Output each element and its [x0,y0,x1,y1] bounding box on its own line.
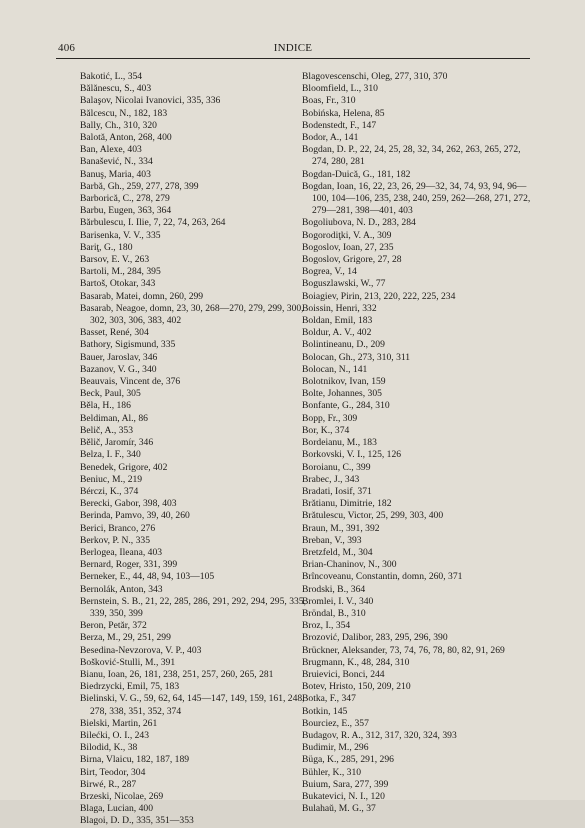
index-entry: Botev, Hristo, 150, 209, 210 [302,681,411,693]
index-entry: Bodor, A., 141 [302,132,359,144]
page-number: 406 [58,42,76,54]
index-entry: Ban, Alexe, 403 [80,144,142,156]
index-entry: Brîncoveanu, Constantin, domn, 260, 371 [302,571,463,583]
index-entry: Botka, F., 347 [302,693,356,705]
index-entry: Brugmann, K., 48, 284, 310 [302,656,410,668]
index-entry: Boguszlawski, W., 77 [302,278,386,290]
index-entry: Bonfante, G., 284, 310 [302,400,390,412]
header-rule [56,58,530,59]
index-entry: Blagoi, D. D., 335, 351—353 [80,815,194,827]
index-entry: Berici, Branco, 276 [80,522,156,534]
index-entry: Bogoslov, Grigore, 27, 28 [302,254,402,266]
index-entry: Belič, A., 353 [80,424,134,436]
index-entry: Brian-Chaninov, N., 300 [302,559,397,571]
index-entry: Bartoš, Otokar, 343 [80,278,156,290]
index-entry: Bilodid, K., 38 [80,742,138,754]
index-entry: Bulahaŭ, M. G., 37 [302,803,376,815]
index-entry: Basset, René, 304 [80,327,149,339]
index-entry: Beron, Petăr, 372 [80,620,147,632]
index-entry: Bogrea, V., 14 [302,266,357,278]
index-entry: Beck, Paul, 305 [80,388,141,400]
index-entry: Bordeianu, M., 183 [302,437,377,449]
index-entry: Blagovescenschi, Oleg, 277, 310, 370 [302,71,448,82]
index-entry: Bakotić, L., 354 [80,71,143,82]
index-entry: Barbă, Gh., 259, 277, 278, 399 [80,180,199,192]
index-entry: Barborică, C., 278, 279 [80,193,170,205]
index-entry: Bogdan, D. P., 22, 24, 25, 28, 32, 34, 262, 263, 265, 272, 274, 280, 281 [302,144,521,168]
index-entry: Boldan, Emil, 183 [302,315,373,327]
index-entry: Bathory, Sigismund, 335 [80,339,176,351]
index-entry: Breban, V., 393 [302,534,362,546]
index-entry: Bor, K., 374 [302,424,350,436]
index-entry: Berecki, Gabor, 398, 403 [80,498,177,510]
index-entry: Balaşov, Nicolai Ivanovici, 335, 336 [80,95,221,107]
index-entry: Bérczi, K., 374 [80,485,139,497]
index-entry: Berlogea, Ileana, 403 [80,546,163,558]
index-entry: Bariţ, G., 180 [80,241,133,253]
index-entry: Bromlei, I. V., 340 [302,595,374,607]
index-entry: Benedek, Grigore, 402 [80,461,168,473]
index-entry: Balotă, Anton, 268, 400 [80,132,172,144]
index-entry: Birt, Teodor, 304 [80,766,146,778]
index-entry: Bolotnikov, Ivan, 159 [302,376,386,388]
index-entry: Bogdan-Duică, G., 181, 182 [302,168,411,180]
index-entry: Bogoslov, Ioan, 27, 235 [302,241,394,253]
index-entry: Bielski, Martin, 261 [80,717,158,729]
index-entry: Bogdan, Ioan, 16, 22, 23, 26, 29—32, 34, 74, 93, 94, 96—100, 104—106, 235, 238, 240, 259, 262—268, 271, 272, 279—281, 398—401, 403 [302,180,531,217]
index-entry: Běla, H., 186 [80,400,131,412]
index-entry: Budimir, M., 296 [302,742,369,754]
index-entry: Bolocan, Gh., 273, 310, 311 [302,351,411,363]
index-entry: Bogoliubova, N. D., 283, 284 [302,217,416,229]
index-entry: Birna, Vlaicu, 182, 187, 189 [80,754,190,766]
index-entry: Boroianu, C., 399 [302,461,371,473]
index-entry: Buium, Sara, 277, 399 [302,778,389,790]
index-entry: Bopp, Fr., 309 [302,412,358,424]
index-entry: Barbu, Eugen, 363, 364 [80,205,172,217]
index-entry: Bodenstedt, F., 147 [302,119,377,131]
index-entry: Brzeski, Nicolae, 269 [80,790,164,802]
index-entry: Berinda, Pamvo, 39, 40, 260 [80,510,190,522]
index-entry: Beldiman, Al., 86 [80,412,148,424]
index-entry: Berneker, E., 44, 48, 94, 103—105 [80,571,215,583]
index-entry: Brodski, B., 364 [302,583,366,595]
index-entry: Budagov, R. A., 312, 317, 320, 324, 393 [302,729,457,741]
index-entry: Bolintineanu, D., 209 [302,339,385,351]
index-entry: Bröndal, B., 310 [302,607,366,619]
index-entry: Broz, I., 354 [302,620,351,632]
index-entry: Bühler, K., 310 [302,766,362,778]
index-entry: Brozović, Dalibor, 283, 295, 296, 390 [302,632,448,644]
index-entry: Barsov, E. V., 263 [80,254,150,266]
index-entry: Bernolák, Anton, 343 [80,583,163,595]
index-entry: Boiagiev, Pirin, 213, 220, 222, 225, 234 [302,290,456,302]
index-entry: Bloomfield, L., 310 [302,83,378,95]
index-entry: Brătianu, Dimitrie, 182 [302,498,392,510]
index-entry: Brückner, Aleksander, 73, 74, 76, 78, 80, 82, 91, 269 [302,644,505,656]
index-entry: Banuş, Maria, 403 [80,168,151,180]
index-entry: Besedina-Nevzorova, V. P., 403 [80,644,202,656]
index-entry: Bilećki, O. I., 243 [80,729,150,741]
index-entry: Braun, M., 391, 392 [302,522,380,534]
index-entry: Borkovski, V. I., 125, 126 [302,449,402,461]
index-entry: Bazanov, V. G., 340 [80,363,157,375]
index-entry: Bourciez, E., 357 [302,717,369,729]
index-entry: Belza, I. F., 340 [80,449,141,461]
index-entry: Beniuc, M., 219 [80,473,143,485]
index-entry: Brabec, J., 343 [302,473,360,485]
index-entry: Banašević, N., 334 [80,156,153,168]
index-entry: Bělič, Jaromír, 346 [80,437,154,449]
index-column-right [302,71,532,815]
index-entry: Bălcescu, N., 182, 183 [80,107,168,119]
index-entry: Beauvais, Vincent de, 376 [80,376,181,388]
index-entry: Bradati, Iosif, 371 [302,485,372,497]
index-entry: Basarab, Matei, domn, 260, 299 [80,290,204,302]
index-entry: Bally, Ch., 310, 320 [80,119,157,131]
index-entry: Bălănescu, S., 403 [80,83,152,95]
index-entry: Bretzfeld, M., 304 [302,546,373,558]
index-entry: Bogorodiţki, V. A., 309 [302,229,392,241]
index-entry: Büga, K., 285, 291, 296 [302,754,394,766]
index-entry: Brătulescu, Victor, 25, 299, 303, 400 [302,510,444,522]
index-entry: Blaga, Lucian, 400 [80,803,153,815]
index-entry: Berza, M., 29, 251, 299 [80,632,171,644]
index-entry: Barisenka, V. V., 335 [80,229,161,241]
index-entry: Berkov, P. N., 335 [80,534,150,546]
index-entry: Bobińska, Helena, 85 [302,107,385,119]
index-column-left [80,71,310,828]
index-entry: Boissin, Henri, 332 [302,302,377,314]
index-entry: Boldur, A. V., 402 [302,327,372,339]
index-entry: Boas, Fr., 310 [302,95,356,107]
index-entry: Bartoli, M., 284, 395 [80,266,161,278]
index-entry: Bielinski, V. G., 59, 62, 64, 145—147, 149, 159, 161, 248, 278, 338, 351, 352, 374 [80,693,305,717]
index-entry: Bianu, Ioan, 26, 181, 238, 251, 257, 260, 265, 281 [80,668,274,680]
index-entry: Bolte, Johannes, 305 [302,388,382,400]
index-entry: Basarab, Neagoe, domn, 23, 30, 268—270, 279, 299, 300, 302, 303, 306, 383, 402 [80,302,304,327]
index-entry: Botkin, 145 [302,705,348,717]
index-entry: Bărbulescu, I. Ilie, 7, 22, 74, 263, 264 [80,217,226,229]
index-entry: Bukatevici, N. I., 120 [302,790,385,802]
page-header [56,42,530,58]
index-entry: Bruievici, Bonci, 244 [302,668,385,680]
index-entry: Bolocan, N., 141 [302,363,368,375]
index-entry: Bernard, Roger, 331, 399 [80,559,178,571]
index-entry: Biedrzycki, Emil, 75, 183 [80,681,180,693]
index-entry: Bernstein, S. B., 21, 22, 285, 286, 291, 292, 294, 295, 335, 339, 350, 399 [80,595,306,619]
running-title: INDICE [273,42,313,54]
index-entry: Bošković-Stulli, M., 391 [80,656,176,668]
index-entry: Birwé, R., 287 [80,778,137,790]
index-entry: Bauer, Jaroslav, 346 [80,351,158,363]
